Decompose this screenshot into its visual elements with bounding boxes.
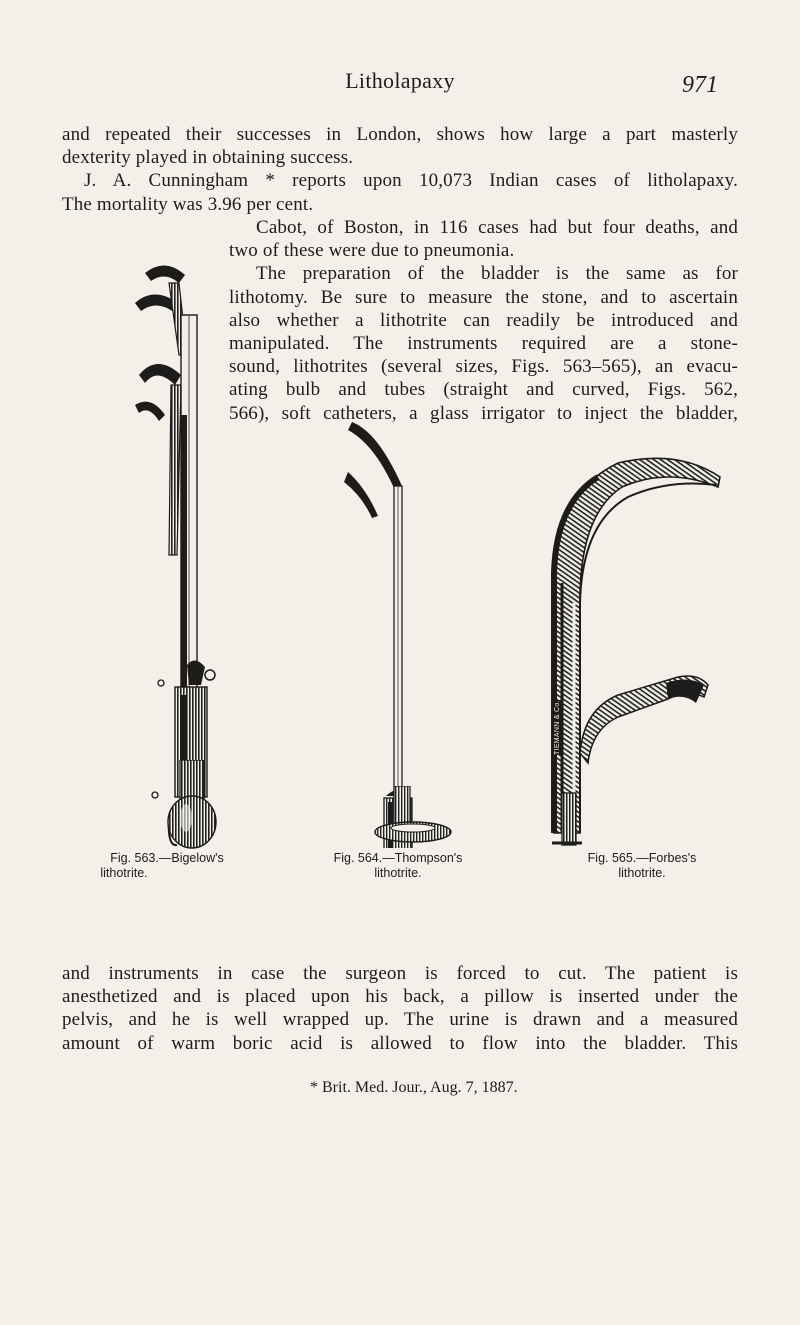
text-line: pelvis, and he is well wrapped up. The urine is drawn and a measured <box>62 1009 738 1031</box>
caption-subtitle: lithotrite. <box>618 866 666 880</box>
forbes-lithotrite-illustration <box>548 453 726 849</box>
thompson-lithotrite-illustration <box>338 418 458 848</box>
footnote: * Brit. Med. Jour., Aug. 7, 1887. <box>310 1079 518 1096</box>
page-number: 971 <box>682 72 718 98</box>
text-line: The mortality was 3.96 per cent. <box>62 193 314 215</box>
caption-subtitle: lithotrite. <box>100 866 148 880</box>
thompson-handle <box>368 786 458 846</box>
caption-title: Fig. 564.—Thompson's <box>333 851 463 865</box>
text-line: and repeated their successes in London, shows how large a part masterly <box>62 124 738 145</box>
figure-caption-563 <box>62 851 272 881</box>
text-line: ating bulb and tubes (straight and curved, Figs. 562, <box>229 379 738 401</box>
text-line: J. A. Cunningham * reports upon 10,073 Indian cases of litholapaxy. <box>84 170 738 192</box>
text-line: The preparation of the bladder is the same as for <box>256 263 738 285</box>
text-line: dexterity played in obtaining success. <box>62 147 354 169</box>
text-line: manipulated. The instruments required are a stone- <box>229 333 738 355</box>
maker-mark: TIEMANN & Co. <box>554 700 561 755</box>
caption-title: Fig. 563.—Bigelow's <box>110 851 224 865</box>
text-line: and instruments in case the surgeon is forced to cut. The patient is <box>62 963 738 984</box>
bigelow-handle-bulb <box>160 760 220 850</box>
text-line: two of these were due to pneumonia. <box>229 240 515 262</box>
wrapped-paragraph <box>229 216 738 425</box>
figure-caption-564 <box>298 851 498 881</box>
bigelow-lithotrite-illustration <box>135 255 225 847</box>
running-head: Litholapaxy <box>345 68 455 93</box>
top-paragraph <box>62 123 738 216</box>
text-line: also whether a lithotrite can readily be introduced and <box>229 309 738 331</box>
text-line: Cabot, of Boston, in 116 cases had but four deaths, and <box>256 217 738 238</box>
text-line: anesthetized and is placed upon his back, a pillow is inserted under the <box>62 986 738 1008</box>
caption-subtitle: lithotrite. <box>374 866 422 880</box>
text-line: sound, lithotrites (several sizes, Figs. 563–565), an evacu- <box>229 356 738 378</box>
text-line: 566), soft catheters, a glass irrigator to inject the bladder, <box>229 402 738 424</box>
text-line: lithotomy. Be sure to measure the stone, and to ascertain <box>229 286 738 308</box>
caption-title: Fig. 565.—Forbes's <box>587 851 697 865</box>
figure-caption-565 <box>542 851 742 881</box>
text-line: amount of warm boric acid is allowed to flow into the bladder. This <box>62 1032 738 1054</box>
bottom-paragraph <box>62 962 738 1055</box>
